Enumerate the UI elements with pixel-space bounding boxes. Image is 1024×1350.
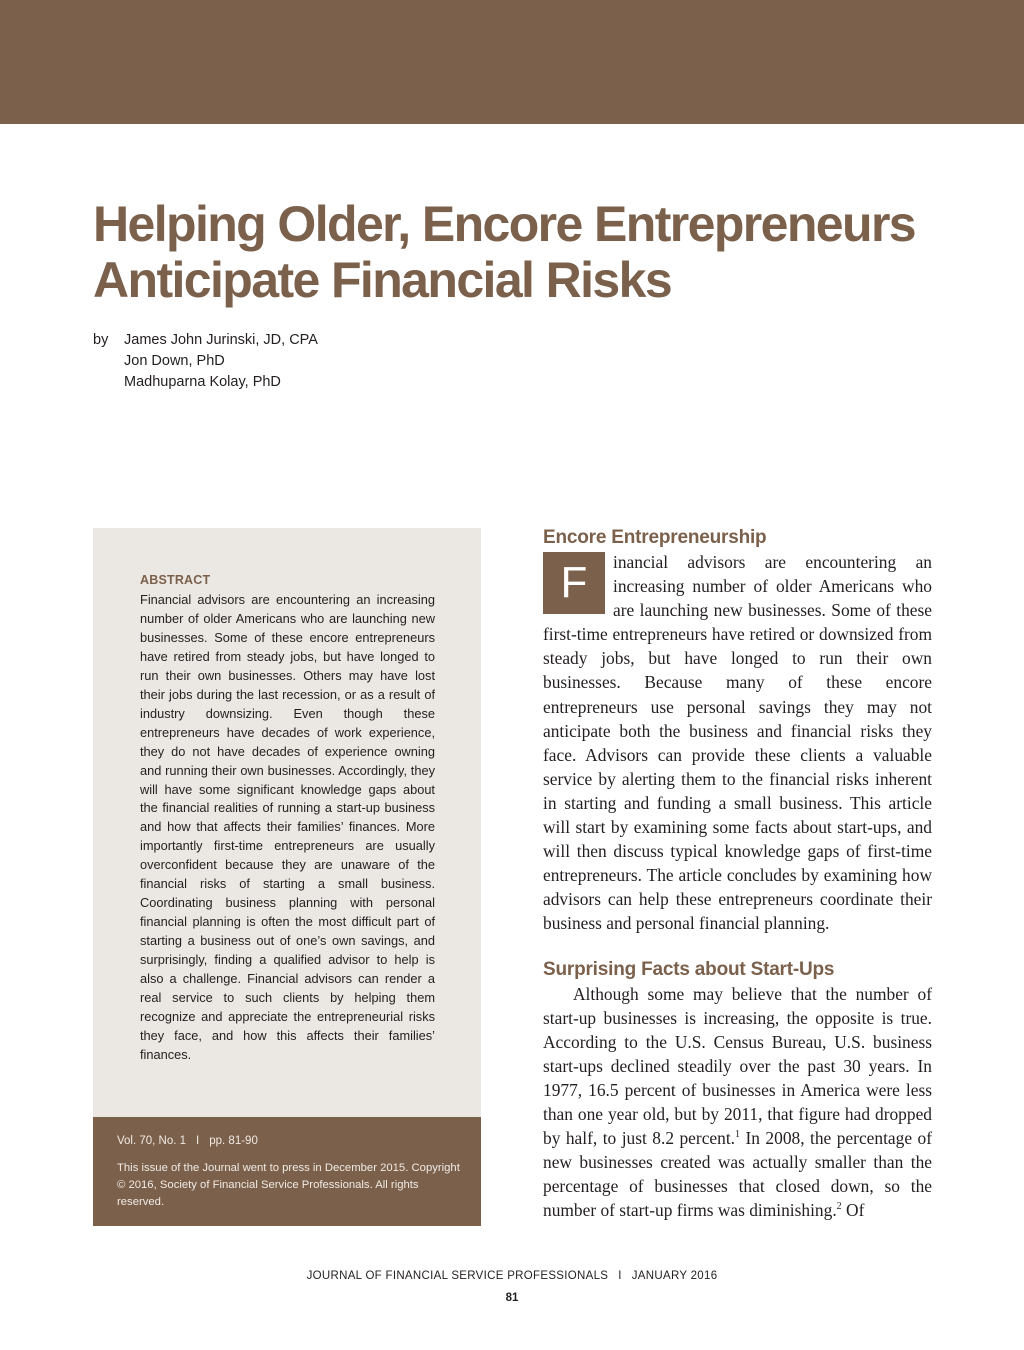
paragraph-text: Of bbox=[841, 1200, 865, 1221]
article-body bbox=[543, 526, 932, 1222]
page-range: pp. 81-90 bbox=[209, 1135, 258, 1147]
footnote-marker[interactable]: 1 bbox=[735, 1129, 741, 1141]
paragraph-text: Although some may believe that the number of start-up businesses is increasing, the opposite is true. According to the U.S. Census Bureau, U.S. business start-ups declined steadily over the past 30 years. In 1977, 16.5 percent of businesses in America were less than one year old, but by 2011, that figure had dropped by half, to just 8.2 percent. bbox=[543, 983, 932, 1149]
abstract-panel bbox=[93, 528, 481, 1117]
author-name: Jon Down, PhD bbox=[124, 353, 225, 369]
issue-date: JANUARY 2016 bbox=[631, 1270, 718, 1282]
header-band bbox=[0, 0, 1024, 124]
abstract-text: Financial advisors are encountering an increasing number of older Americans who are launching new businesses. Some of these encore entrepreneurs have retired from steady jobs, but have longed to run their own businesses. Others may have lost their jobs during the last recession, or as a result of industry downsizing. Even though these entrepreneurs have decades of work experience, they do not have decades of experience owning and running their own businesses. Accordingly, they will have some significant knowledge gaps about the financial realities of running a start-up business and how that affects their families’ finances. More importantly first-time entrepreneurs are usually overconfident because they are unaware of the financial risks of starting a small business. Coordinating business planning with personal financial planning is often the most difficult part of starting a business out of one’s own savings, and surprisingly, finding a qualified advisor to help is also a challenge. Financial advisors can render a real service to such clients by helping them recognize and appreciate the entrepreneurial risks they face, and how this affects their families’ finances. bbox=[140, 592, 435, 1062]
drop-cap: F bbox=[543, 552, 605, 614]
footnote-marker[interactable]: 2 bbox=[836, 1201, 842, 1213]
section-paragraph bbox=[543, 550, 932, 936]
paragraph-text: In 2008, the percentage of new businesses created was actually smaller than the percentage of businesses that closed down, so the number of start-up firms was diminishing. bbox=[543, 1128, 932, 1221]
page-number: 81 bbox=[505, 1292, 519, 1304]
author-list bbox=[124, 330, 318, 393]
author-name: Madhuparna Kolay, PhD bbox=[124, 374, 281, 390]
page-footer bbox=[0, 1270, 1024, 1282]
article-title: Helping Older, Encore Entrepreneurs Anticipate Financial Risks bbox=[93, 196, 916, 308]
journal-name: JOURNAL OF FINANCIAL SERVICE PROFESSIONALS bbox=[306, 1270, 609, 1282]
by-label: by bbox=[93, 332, 109, 348]
volume-line bbox=[117, 1135, 258, 1147]
author-name: James John Jurinski, JD, CPA bbox=[124, 332, 318, 348]
volume-separator: I bbox=[196, 1135, 200, 1147]
press-note: This issue of the Journal went to press in December 2015. Copyright © 2016, Society of Financial Service Professionals. All rights reserved. bbox=[117, 1162, 460, 1208]
section-paragraph bbox=[543, 982, 932, 1223]
abstract-heading: ABSTRACT bbox=[140, 573, 211, 587]
section-heading-encore: Encore Entrepreneurship bbox=[543, 527, 767, 548]
section-heading-startups: Surprising Facts about Start-Ups bbox=[543, 958, 835, 980]
paragraph-text: inancial advisors are encountering an increasing number of older Americans who are launching new businesses. Some of these first-time entrepreneurs have retired or downsized from steady jobs, but have longed to run their own businesses. Because many of these encore entrepreneurs use personal savings they may not anticipate both the business and financial risks they face. Advisors can provide these clients a valuable service by alerting them to the financial risks inherent in starting and funding a small business. This article will start by examining some facts about start-ups, and will then discuss typical knowledge gaps of first-time entrepreneurs. The article concludes by examining how advisors can help these entrepreneurs coordinate their business and personal financial planning. bbox=[543, 552, 932, 934]
issue-info-panel bbox=[93, 1117, 481, 1226]
footer-separator: I bbox=[618, 1270, 622, 1282]
volume-number: Vol. 70, No. 1 bbox=[117, 1135, 187, 1147]
